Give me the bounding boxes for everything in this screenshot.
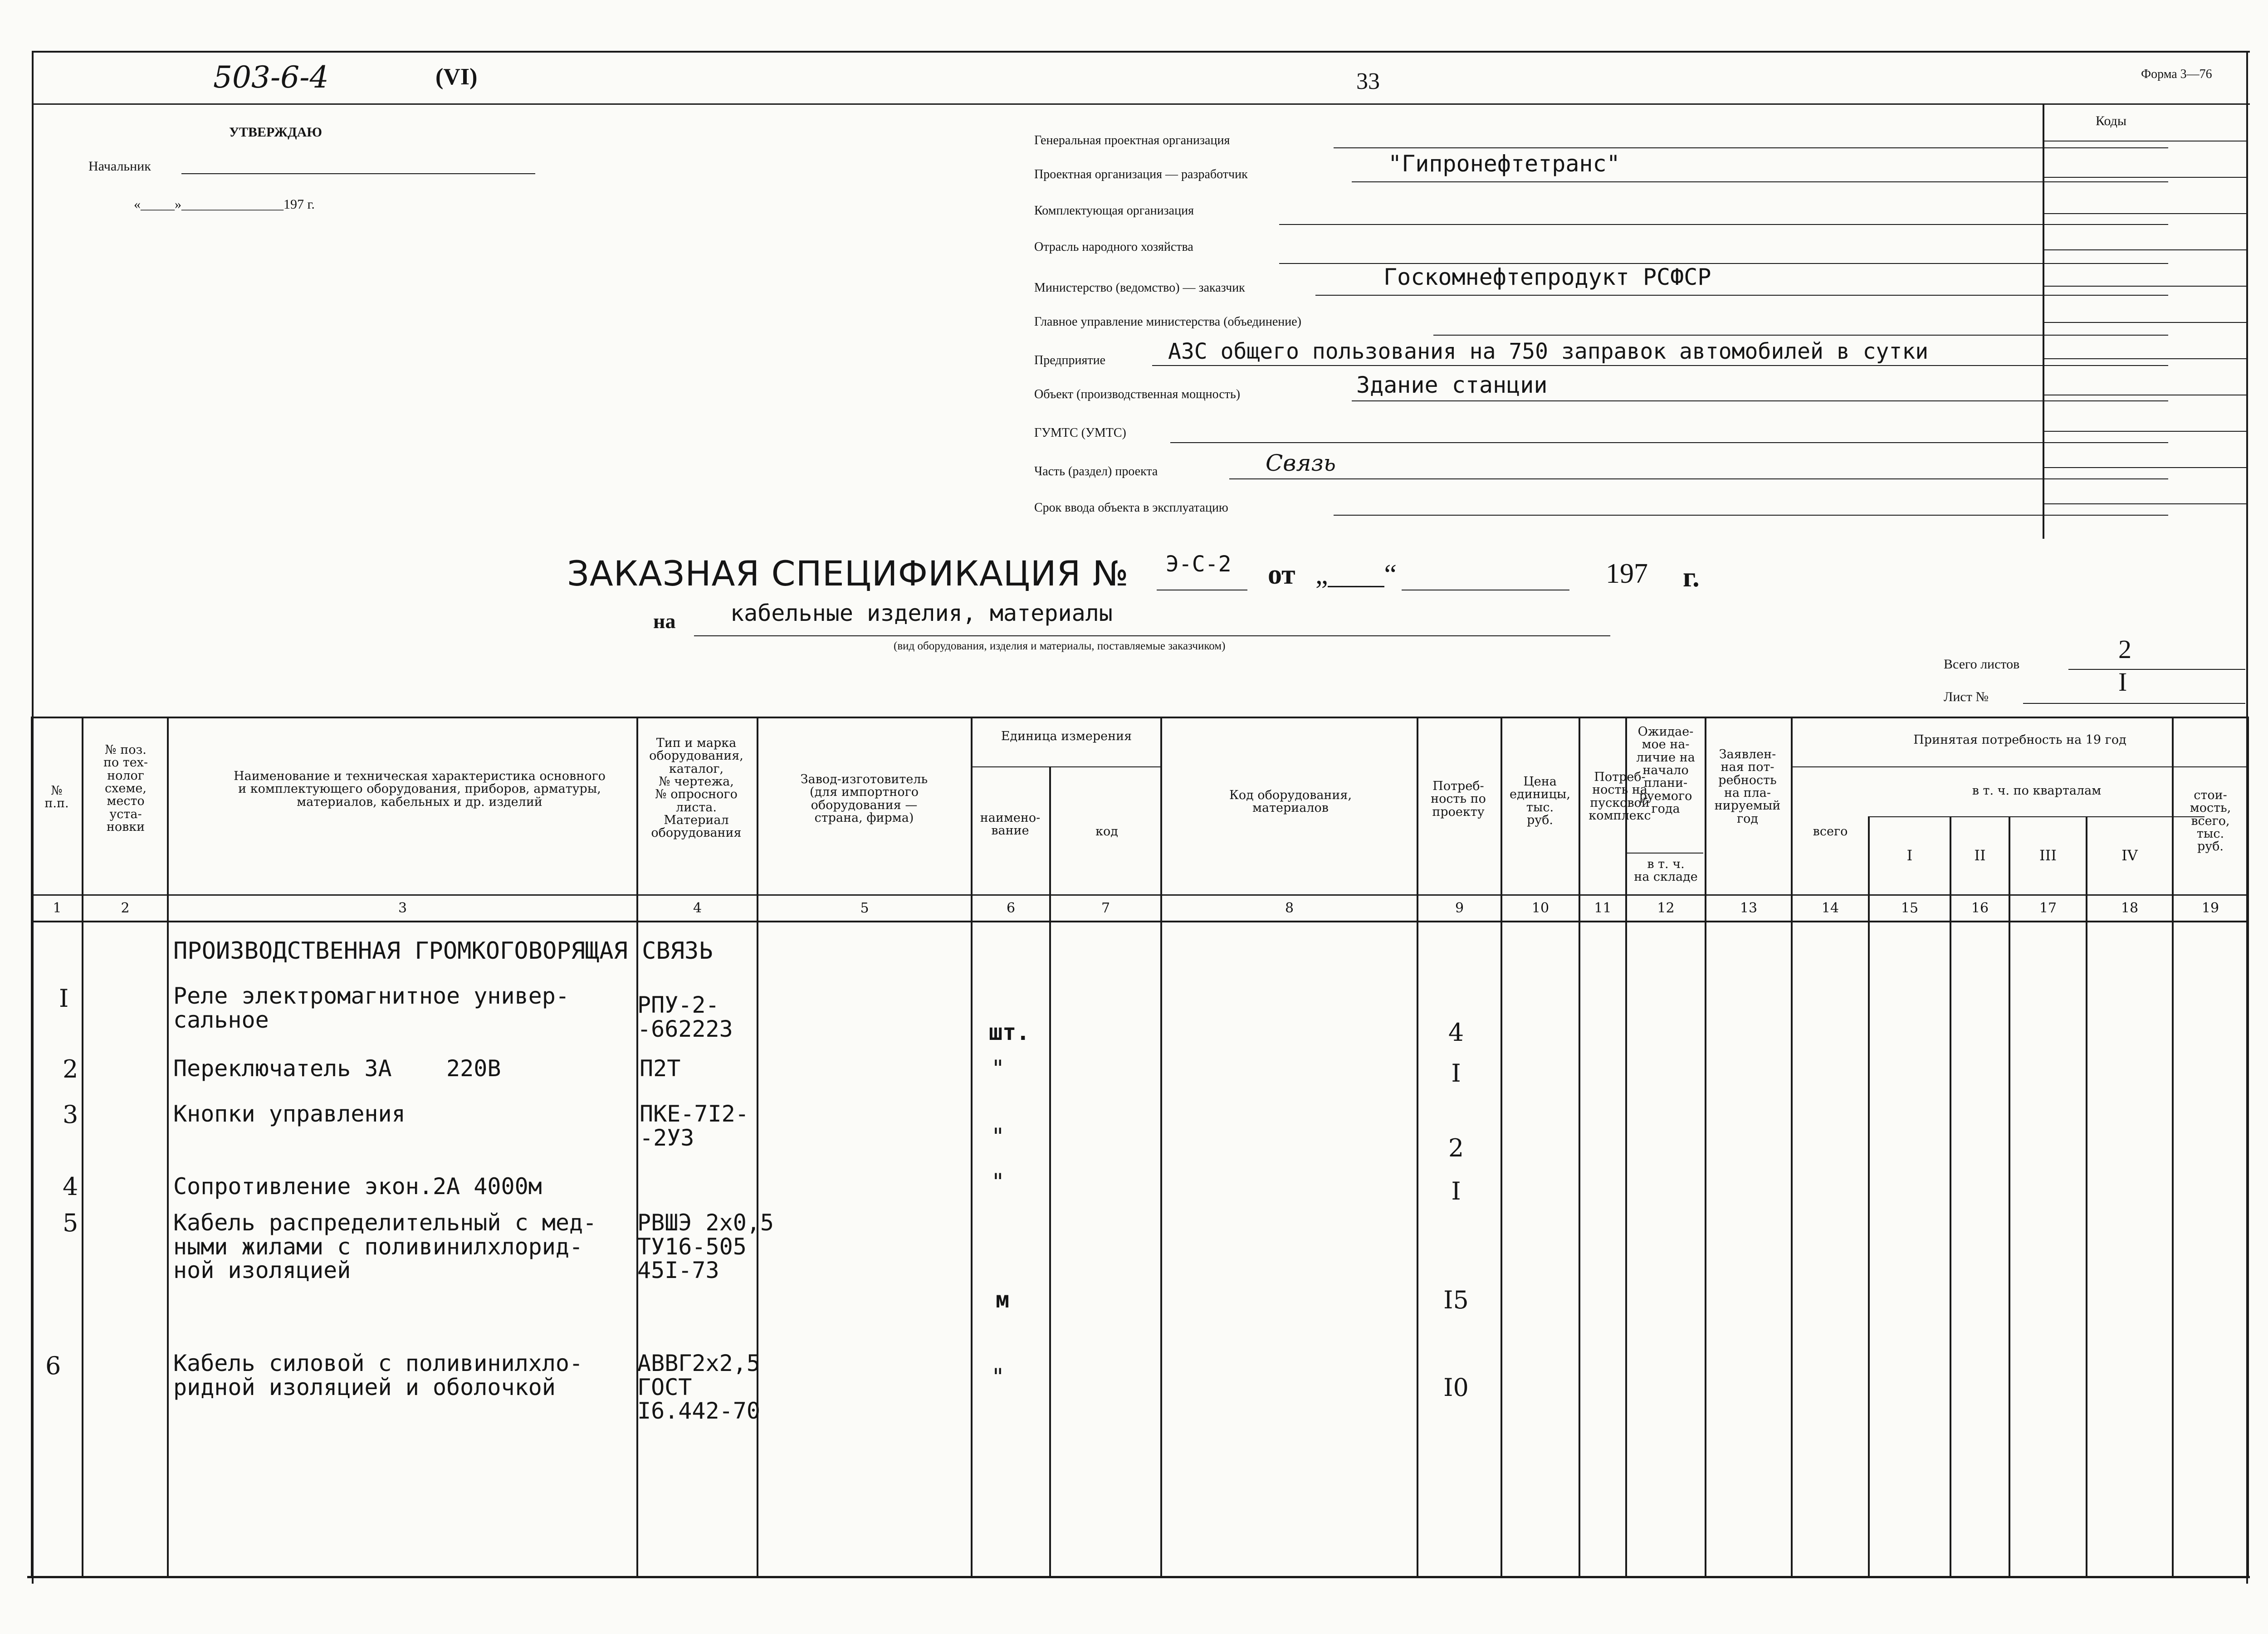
approval-title: УТВЕРЖДАЮ (229, 125, 323, 140)
column-number: 2 (121, 900, 130, 916)
org-field-object: Объект (производственная мощность) Здание станции (1034, 392, 2041, 429)
stock-rule (1626, 853, 1703, 854)
header-col-16: II (1974, 847, 1986, 864)
org-field-ministry: Министерство (ведомство) — заказчик Госкомнефтепродукт РСФСР (1034, 281, 2041, 317)
code-line (2043, 358, 2248, 359)
column-number: 12 (1657, 900, 1675, 916)
code-line (2043, 177, 2248, 178)
column-rule (1791, 717, 1793, 1576)
header-col-14: всего (1813, 824, 1848, 839)
doc-code: 503-6-4 (213, 60, 329, 95)
header-accepted-group: Принятая потребность на 19 год (1913, 733, 2126, 747)
org-field-branch: Отрасль народного хозяйства (1034, 245, 2041, 281)
table-top-rule (32, 717, 2248, 718)
org-field-general: Генеральная проектная организация (1034, 129, 2041, 166)
org-field-developer: Проектная организация — разработчик "Гипронефтетранс" (1034, 163, 2041, 200)
code-line (2043, 431, 2248, 432)
code-line (2043, 503, 2248, 504)
column-number: 19 (2201, 900, 2219, 916)
code-line (2043, 467, 2248, 468)
sheet-label: Лист № (1944, 689, 1989, 704)
column-number: 8 (1285, 900, 1294, 916)
bottom-border (27, 1576, 2250, 1578)
header-col-8: Код оборудования, материалов (1229, 788, 1352, 815)
top-strip-divider (32, 103, 2250, 105)
header-unit-group: Единица измерения (1001, 729, 1132, 743)
header-quarter-group: в т. ч. по кварталам (1972, 784, 2102, 798)
chief-label: Начальник (88, 159, 151, 174)
approval-date: «_____»_______________197 г. (134, 197, 315, 212)
sheets-total-line (2068, 669, 2245, 670)
column-number: 15 (1901, 900, 1919, 916)
column-number: 14 (1821, 900, 1839, 916)
org-field-part: Часть (раздел) проекта Связь (1034, 467, 2041, 503)
header-col-11: Потреб- ность на пусковой комплекс (1589, 770, 1651, 823)
chief-line (181, 173, 535, 174)
org-field-enterprise: Предприятие АЗС общего пользования на 750 заправок автомобилей в сутки (1034, 351, 2041, 388)
column-rule (1160, 717, 1162, 1576)
column-rule (1625, 717, 1627, 1576)
volume-label: (VI) (435, 64, 478, 90)
column-rule (167, 717, 169, 1576)
header-col-1: № п.п. (44, 784, 69, 811)
column-rule (1501, 717, 1502, 1576)
column-rule (971, 717, 973, 1576)
header-rule (32, 894, 2248, 896)
column-number: 13 (1740, 900, 1758, 916)
column-rule (636, 717, 638, 1576)
sheets-total-label: Всего листов (1944, 657, 2020, 672)
page-number: 33 (1356, 68, 1380, 94)
header-col-17: III (2039, 847, 2057, 864)
column-number: 17 (2039, 900, 2057, 916)
colnum-rule (32, 921, 2248, 922)
unit-group-rule (972, 766, 1161, 767)
header-col-13: Заявлен- ная пот- ребность на пла- нируемый год (1714, 747, 1781, 826)
code-line (2043, 322, 2248, 323)
spec-title: ЗАКАЗНАЯ СПЕЦИФИКАЦИЯ № Э-С-2 от „____“ 197 г. (567, 551, 1700, 594)
column-rule (1579, 717, 1580, 1576)
column-number: 11 (1594, 900, 1612, 916)
column-number: 16 (1971, 900, 1989, 916)
org-field-department: Главное управление министерства (объединение) (1034, 317, 2041, 354)
code-line (2043, 213, 2248, 214)
header-col-9: Потреб- ность по проекту (1431, 779, 1486, 819)
org-field-gumts: ГУМТС (УМТС) (1034, 429, 2041, 465)
column-number: 9 (1455, 900, 1464, 916)
accepted-group-rule (1792, 766, 2248, 767)
header-col-6: наимено- вание (980, 811, 1041, 838)
codes-label: Коды (2096, 113, 2127, 128)
org-field-deadline: Срок ввода объекта в эксплуатацию (1034, 506, 2041, 542)
header-col-3: Наименование и техническая характеристика основного и комплектующего оборудования, приборов, арматуры, материалов, кабельных и др. изделий (234, 769, 606, 809)
header-col-12: Ожидае- мое на- личие на начало плани- руемого года (1636, 725, 1695, 816)
top-border (32, 51, 2250, 53)
section-title: ПРОИЗВОДСТВЕННАЯ ГРОМКОГОВОРЯЩАЯ СВЯЗЬ (173, 937, 713, 965)
spec-table: № п.п. № поз. по тех- нолог схеме, место уста- новки Наименование и техническая характеристика основного и комплектующего оборудования, приборов, арматуры, материалов, кабельных и др. изделий Тип и марка оборудования, каталог, № чертежа, № опросного листа. Материал оборудования Завод-изготовитель (для импортного оборудования — страна, фирма) Единица измерения наимено- вание код Код оборудования, материалов Потреб- ность по проекту Цена единицы, тыс. руб. Потреб- ность на пусковой комплекс Ожидае- мое на- личие на начало плани- руемого года в т. ч. на складе Заявлен- ная пот- ребность на пла- нируемый год Принятая потребность на 19 год в т. ч. по кварталам всего I II III IV стои- мость, всего, тыс. руб. 1 2 3 4 5 6 7 8 9 10 11 12 13 14 15 16 17 18 19 ПРОИЗВОДСТВЕННАЯ ГРОМКОГОВОРЯЩАЯ СВЯЗЬ I Реле электромагнитное универ- сальное РПУ-2- -662223 шт. 4 2 Переключатель 3А 220В П2Т " I 3 Кнопки управления ПКЕ-7I2- -2У3 " 2 4 Сопротивление экон.2А 4000м " I 5 Кабель распределительный с мед- ными жилами с поливинилхлорид- ной изоляцией РВШЭ 2х0,5 ТУ16-505 45I-73 м I5 6 Кабель силовой с поливинилхло- ридной изоляцией и оболочкой АВВГ2х2,5 ГОСТ I6.442-70 " I0 (32, 717, 2248, 1576)
column-rule (1705, 717, 1706, 1576)
header-col-15: I (1906, 847, 1913, 864)
header-col-2: № поз. по тех- нолог схеме, место уста- новки (103, 743, 148, 834)
header-col-4: Тип и марка оборудования, каталог, № чертежа, № опросного листа. Материал оборудования (649, 736, 743, 840)
sheets-total: 2 (2118, 634, 2131, 664)
column-number: 10 (1531, 900, 1549, 916)
codes-divider (2043, 103, 2044, 539)
header-col-19: стои- мость, всего, тыс. руб. (2190, 788, 2231, 854)
code-line (2043, 249, 2248, 250)
column-rule (82, 717, 83, 1576)
header-col-10: Цена единицы, тыс. руб. (1509, 775, 1571, 828)
header-col-18: IV (2121, 847, 2138, 864)
column-number: 18 (2121, 900, 2139, 916)
column-number: 1 (53, 900, 62, 916)
column-number: 7 (1101, 900, 1110, 916)
column-rule (757, 717, 758, 1576)
column-rule (31, 717, 33, 1576)
column-rule (1049, 766, 1051, 1576)
code-line (2043, 286, 2248, 287)
sheet-number: I (2118, 667, 2127, 697)
column-number: 6 (1006, 900, 1016, 916)
column-rule (1950, 816, 1951, 1576)
column-rule (2009, 816, 2010, 1576)
header-col-7: код (1095, 824, 1118, 839)
header-col-5: Завод-изготовитель (для импортного оборудования — страна, фирма) (800, 772, 928, 825)
quarter-group-rule (1869, 816, 2204, 817)
org-field-complete: Комплектующая организация (1034, 204, 2041, 240)
spec-subject: на кабельные изделия, материалы (вид оборудования, изделия и материалы, поставляемые заказчиком) (653, 601, 1651, 646)
column-number: 3 (398, 900, 407, 916)
column-number: 4 (693, 900, 702, 916)
sheet-line (2023, 703, 2245, 704)
column-rule (2086, 816, 2087, 1576)
column-rule (1868, 816, 1870, 1576)
header-stock: в т. ч. на складе (1634, 857, 1698, 884)
form-label: Форма 3—76 (2141, 67, 2212, 81)
column-number: 5 (860, 900, 869, 916)
